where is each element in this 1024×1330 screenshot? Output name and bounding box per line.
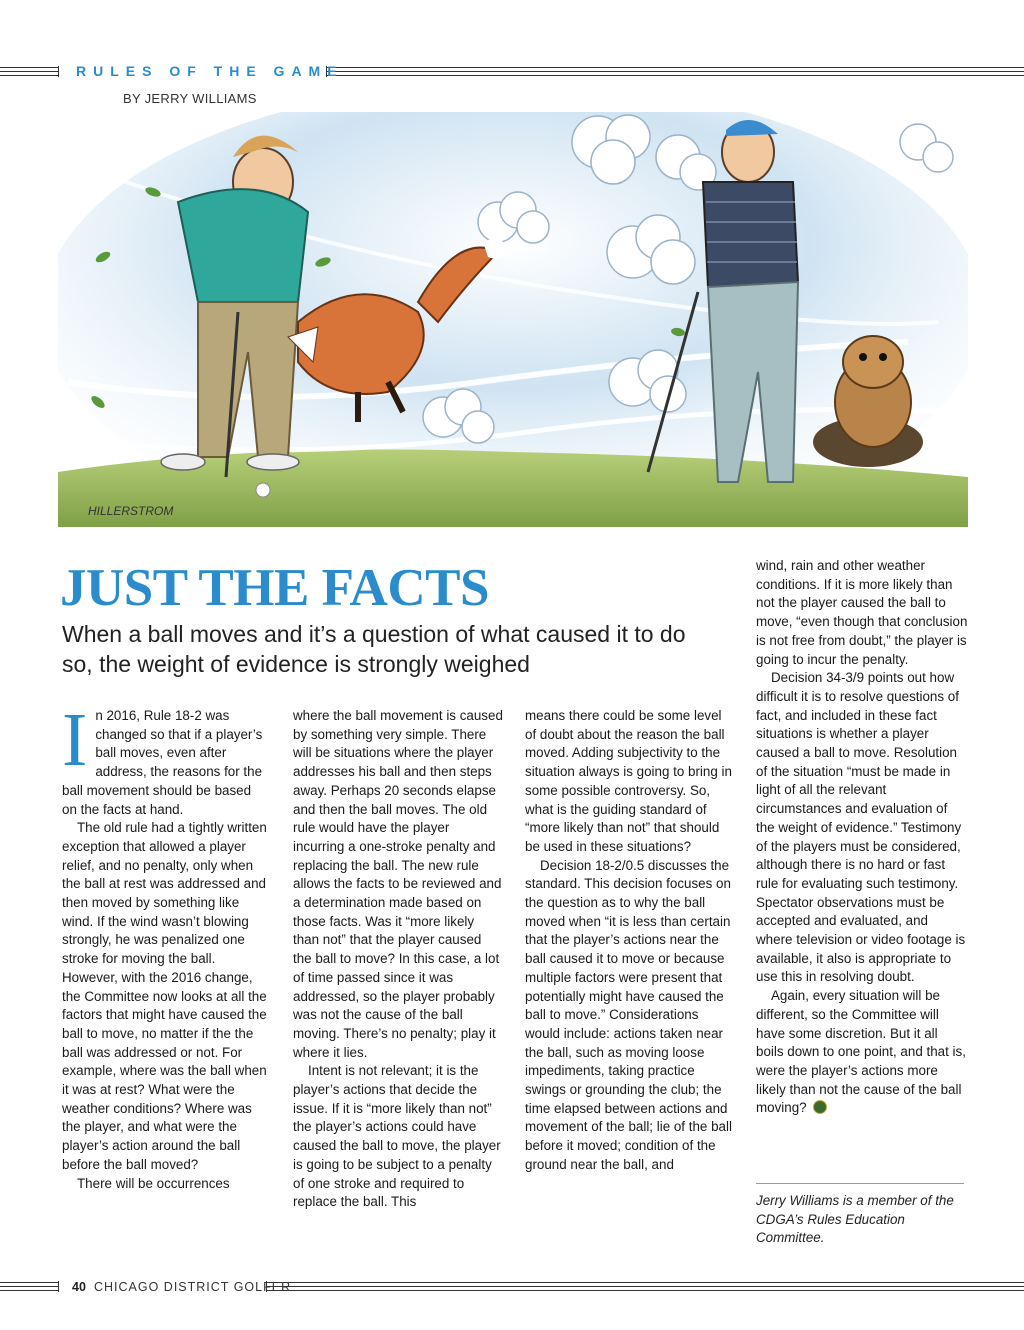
paragraph: Decision 18-2/0.5 discusses the standard. This decision focuses on the question as to why the ball moved when “it is less than certain that the player’s actions near the ball caused it to move or because multiple factors were present that potentially might have caused the ball to move.” Considerations would include: actions taken near the ball, such as moving loose impediments, taking practice swings or grounding the club; the time elapsed between actions and movement of the ball; lie of the ball before it moved; condition of the ground near the ball, and: [525, 857, 732, 1172]
paragraph: There will be occurrences: [77, 1175, 230, 1191]
article-column-4: [756, 557, 968, 1118]
golf-cartoon-illustration: [58, 112, 968, 527]
article-headline: JUST THE FACTS: [60, 559, 489, 617]
section-kicker: RULES OF THE GAME: [76, 63, 344, 79]
paragraph: means there could be some level of doubt about the reason the ball moved. Adding subjectivity to the situation always is going to bring in some possible controversy. So, what is the guiding standard of “more likely than not” that should be used in these situations?: [525, 708, 732, 854]
paragraph: wind, rain and other weather conditions. If it is more likely than not the player caused the ball to move, “even though that conclusion is not free from doubt,” the player is going to incur the penalty.: [756, 558, 968, 667]
paragraph: [756, 987, 968, 1118]
article-column-3: [525, 707, 733, 1175]
byline: BY JERRY WILLIAMS: [123, 91, 257, 106]
paragraph: Decision 34-3/9 points out how difficult it is to resolve questions of fact, and included in these fact situations is whether a player caused a ball to move. Resolution of the situation “must be made in light of all the relevant circumstances and evaluation of the weight of evidence.” Testimony of the players must be considered, although there is no hard or fast rule for evaluating such testimony. Spectator observations must be accepted and evaluated, and where television or video footage is available, it also is appropriate to use this in resolving doubt.: [756, 670, 966, 985]
end-mark-icon: [813, 1100, 827, 1114]
paragraph-text: Again, every situation will be different, so the Committee will have some discretion. But it all boils down to one point, and that is, were the player’s actions more likely than not the cause of the ball moving?: [756, 988, 966, 1116]
paragraph: The old rule had a tightly written exception that allowed a player relief, and no penalty, only when the ball at rest was addressed and then moved by something like wind. If the wind wasn’t blowing strongly, he was penalized one stroke for moving the ball. However, with the 2016 change, the Committee now looks at all the factors that might have caused the ball to move, no matter if the the ball was addressed or not. For example, where was the ball when it was at rest? What were the weather conditions? Where was the player, and what were the player’s action around the ball before the ball moved?: [62, 820, 267, 1172]
article-column-1: [62, 698, 268, 1193]
article-deck: When a ball moves and it’s a question of what caused it to do so, the weight of evidence is strongly weighed: [62, 621, 686, 677]
page-number: 40: [72, 1280, 86, 1294]
author-bio: Jerry Williams is a member of the CDGA’s Rules Education Committee.: [756, 1193, 954, 1246]
bio-divider: [756, 1183, 964, 1184]
paragraph: Intent is not relevant; it is the player’s actions that decide the issue. If it is “more likely than not” the player’s actions could have caused the ball to move, the player is going to be subject to a penalty of one stroke and required to replace the ball. This: [293, 1063, 501, 1210]
paragraph: n 2016, Rule 18-2 was changed so that if a player’s ball moves, even after address, the reasons for the ball movement should be based on the facts at hand.: [62, 708, 263, 817]
drop-cap: I: [62, 698, 88, 782]
article-column-2: [293, 707, 503, 1212]
paragraph: where the ball movement is caused by something very simple. There will be situations where the player addresses his ball and then steps away. Perhaps 20 seconds elapse and then the ball moves. The old rule would have the player incurring a one-stroke penalty and replacing the ball. The new rule allows the facts to be reviewed and a determination made based on those facts. Was it “more likely than not” that the player caused the ball to move? In this case, a lot of time passed since it was addressed, so the player probably was not the cause of the ball moving. There’s no penalty; play it where it lies.: [293, 708, 503, 1060]
artist-signature: HILLERSTROM: [88, 504, 174, 518]
publication-name: CHICAGO DISTRICT GOLFER: [94, 1280, 292, 1294]
